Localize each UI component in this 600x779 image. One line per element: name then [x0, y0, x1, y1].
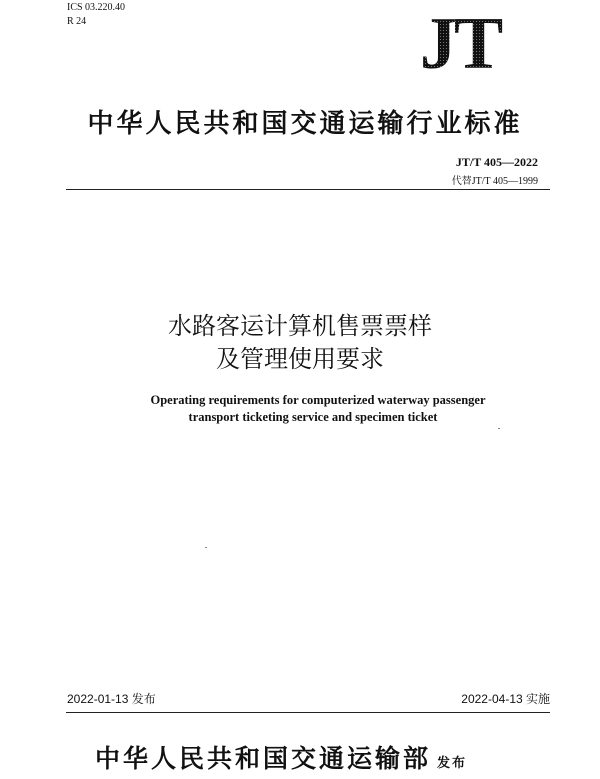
- scan-speck: [205, 547, 207, 548]
- issue-date: 2022-01-13 发布: [67, 692, 156, 706]
- logo-lettering: JT: [419, 12, 501, 74]
- english-title-line-1: Operating requirements for computerized waterway passenger: [150, 393, 486, 407]
- scan-speck: [498, 428, 500, 429]
- bottom-divider: [66, 712, 550, 713]
- replaces-standard: 代替JT/T 405—1999: [451, 176, 538, 187]
- publisher-suffix: 发布: [437, 756, 468, 771]
- ics-code: ICS 03.220.40: [67, 2, 126, 13]
- publisher-name: 中华人民共和国交通运输部: [95, 744, 432, 773]
- publisher: [95, 744, 467, 779]
- jt-logo: [398, 12, 522, 74]
- implementation-date: 2022-04-13 实施: [461, 692, 550, 706]
- title-line-2: 及管理使用要求: [216, 345, 384, 373]
- english-title-line-2: transport ticketing service and specimen ticket: [188, 410, 438, 424]
- top-divider: [66, 189, 550, 190]
- classification-code: R 24: [67, 16, 87, 27]
- industry-standard-title: 中华人民共和国交通运输行业标准: [87, 109, 523, 139]
- standard-number: JT/T 405—2022: [455, 155, 538, 169]
- title-line-1: 水路客运计算机售票票样: [168, 312, 432, 340]
